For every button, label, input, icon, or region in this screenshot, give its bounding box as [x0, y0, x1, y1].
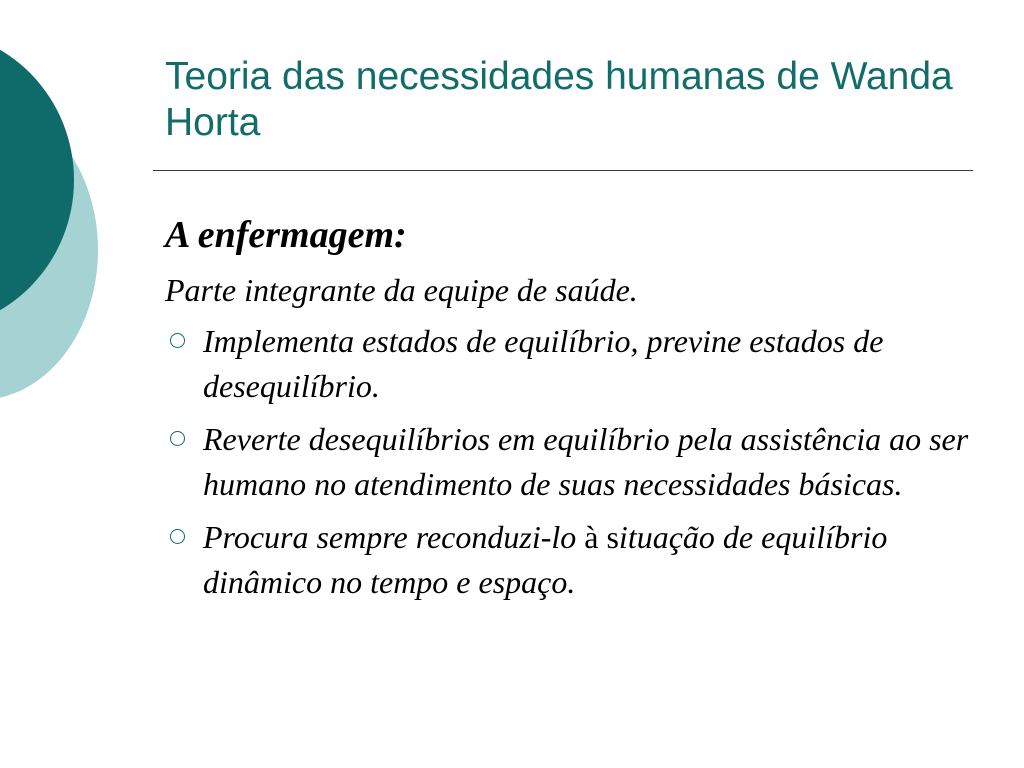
- title-divider: [153, 170, 973, 171]
- list-item: [165, 515, 985, 605]
- lead-text: Parte integrante da equipe de saúde.: [165, 272, 638, 308]
- bullet-text: Reverte desequilíbrios em equilíbrio pela assistência ao ser humano no atendimento de suas necessidades básicas.: [203, 421, 969, 502]
- section-heading: A enfermagem:: [165, 214, 407, 256]
- hollow-circle-icon: [170, 333, 185, 348]
- slide-body: [165, 210, 985, 613]
- bullet-text: Implementa estados de equilíbrio, previne estados de desequilíbrio.: [203, 323, 884, 404]
- hollow-circle-icon: [170, 529, 185, 544]
- list-item: [165, 417, 985, 507]
- bullet-text-part-2: ituação de equilíbrio dinâmico no tempo e espaço.: [203, 519, 888, 600]
- bullet-text-part-1: Procura sempre reconduzi-lo: [203, 519, 585, 555]
- list-item: [165, 319, 985, 409]
- bullet-list: [165, 319, 985, 605]
- slide-title: Teoria das necessidades humanas de Wanda Horta: [165, 55, 953, 144]
- hollow-circle-icon: [170, 431, 185, 446]
- bullet-text-accent: à s: [584, 519, 619, 555]
